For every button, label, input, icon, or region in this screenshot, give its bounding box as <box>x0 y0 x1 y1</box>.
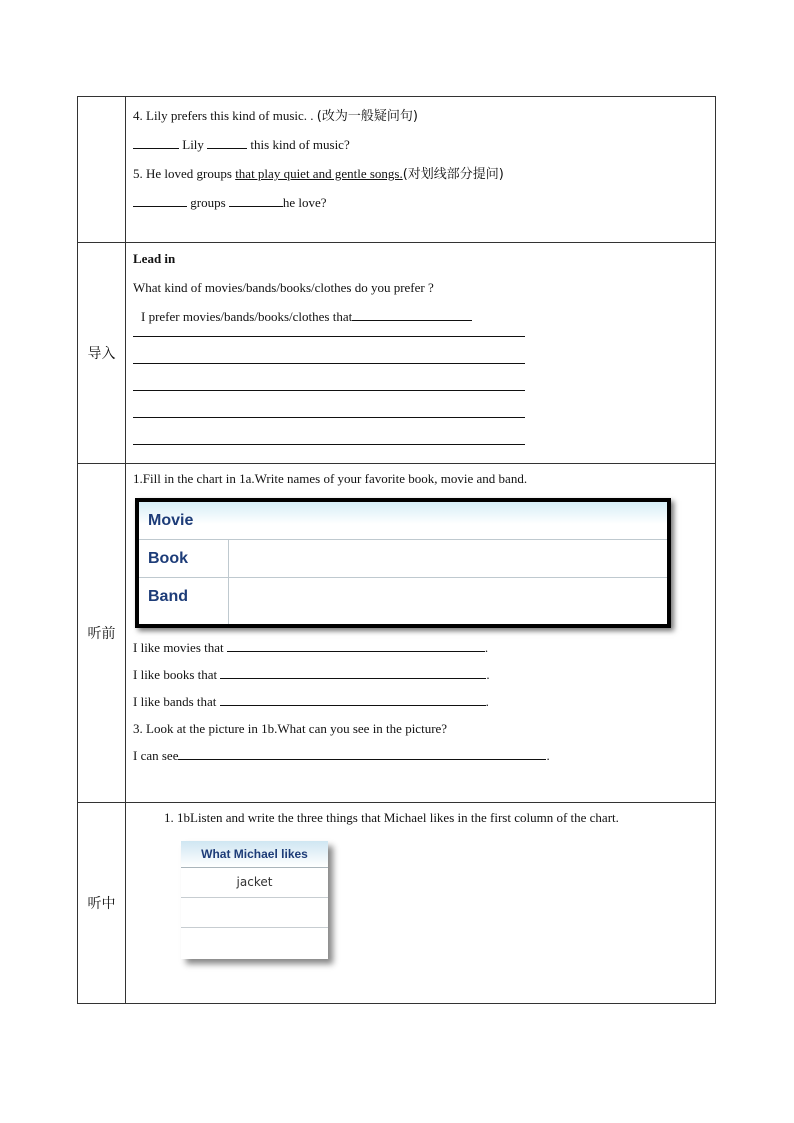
period: . <box>484 640 489 655</box>
writing-line[interactable] <box>133 336 525 337</box>
lead-in-label: 导入 <box>78 243 126 464</box>
writing-line[interactable] <box>133 363 525 364</box>
writing-lines <box>133 331 709 445</box>
question-4-answer <box>133 130 709 159</box>
answer-word: Lily <box>182 137 204 152</box>
answer-blank[interactable] <box>227 637 485 652</box>
can-see-text: I can see <box>133 748 179 763</box>
period: . <box>485 694 489 709</box>
while-listening-content-cell <box>126 803 716 1004</box>
review-content-cell <box>126 97 716 243</box>
like-bands-line <box>133 688 709 715</box>
while-listening-row <box>78 803 716 1004</box>
while-listening-label: 听中 <box>78 803 126 1004</box>
before-listening-row <box>78 464 716 803</box>
answer-blank[interactable] <box>133 192 187 207</box>
chart-row-empty[interactable] <box>181 928 328 957</box>
lead-in-answer <box>133 302 709 331</box>
chart-row-jacket: jacket <box>181 868 328 898</box>
answer-blank[interactable] <box>229 192 283 207</box>
answer-blank[interactable] <box>220 664 486 679</box>
writing-line[interactable] <box>133 390 525 391</box>
lead-in-row <box>78 243 716 464</box>
writing-line[interactable] <box>133 417 525 418</box>
chart-row-empty[interactable] <box>181 898 328 928</box>
like-books-line <box>133 661 709 688</box>
question-5-instruction: (对划线部分提问) <box>402 167 504 182</box>
lead-in-question: What kind of movies/bands/books/clothes do you prefer ? <box>133 280 434 295</box>
favorites-chart <box>135 498 671 628</box>
answer-blank[interactable] <box>220 691 486 706</box>
question-3: 3. Look at the picture in 1b.What can you see in the picture? <box>133 721 448 736</box>
chart-row-movie: Movie <box>139 502 667 540</box>
lead-in-content-cell <box>126 243 716 464</box>
like-movies-line <box>133 634 709 661</box>
question-5-underlined: that play quiet and gentle songs. <box>235 166 403 181</box>
review-label-cell <box>78 97 126 243</box>
answer-blank[interactable] <box>178 745 546 760</box>
question-5 <box>133 159 709 188</box>
question-4-text: 4. Lily prefers this kind of music. . <box>133 108 314 123</box>
period: . <box>486 667 490 682</box>
can-see-line <box>133 742 709 769</box>
like-movies-text: I like movies that <box>133 640 224 655</box>
lead-in-heading: Lead in <box>133 251 176 266</box>
michael-likes-chart <box>181 841 328 959</box>
like-bands-text: I like bands that <box>133 694 217 709</box>
worksheet-table <box>77 96 716 1004</box>
question-5-text: 5. He loved groups <box>133 166 232 181</box>
before-listening-instruction: 1.Fill in the chart in 1a.Write names of your favorite book, movie and band. <box>133 471 528 486</box>
chart-row-book: Book <box>139 540 667 578</box>
answer-blank[interactable] <box>207 134 247 149</box>
lead-in-answer-text: I prefer movies/bands/books/clothes that <box>141 309 353 324</box>
question-4-instruction: (改为一般疑问句) <box>316 109 418 124</box>
question-4 <box>133 101 709 130</box>
answer-word: groups <box>190 195 226 210</box>
answer-text: he love? <box>282 195 327 210</box>
writing-line[interactable] <box>133 444 525 445</box>
review-row <box>78 97 716 243</box>
answer-text: this kind of music? <box>250 137 350 152</box>
while-listening-instruction: 1. 1bListen and write the three things that Michael likes in the first column of the chart. <box>164 810 619 825</box>
like-books-text: I like books that <box>133 667 218 682</box>
before-listening-content-cell <box>126 464 716 803</box>
period: . <box>546 748 550 763</box>
answer-blank[interactable] <box>352 306 472 321</box>
before-listening-label: 听前 <box>78 464 126 803</box>
chart-header: What Michael likes <box>181 841 328 868</box>
question-5-answer <box>133 188 709 217</box>
chart-row-band: Band <box>148 588 188 605</box>
answer-blank[interactable] <box>133 134 179 149</box>
